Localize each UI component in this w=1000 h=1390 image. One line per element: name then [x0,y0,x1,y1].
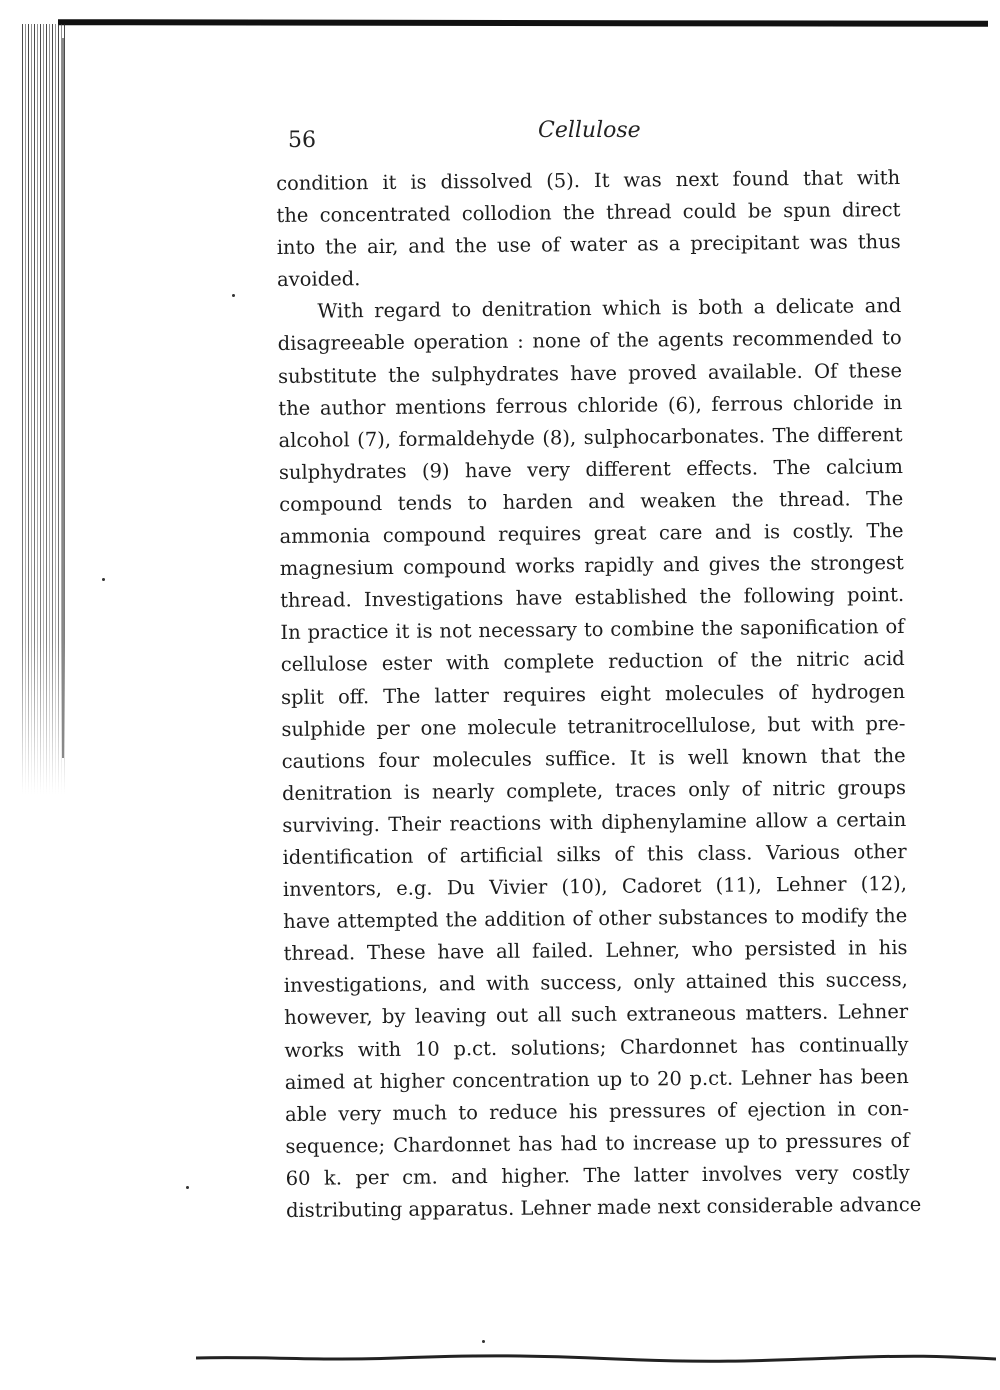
text-line: works with 10 p.ct. solutions; Chardonnet has continually [284,1032,909,1062]
text-line: thread. These have all failed. Lehner, who persisted in his [283,936,908,966]
text-line: thread. Investigations have established the following point. [280,583,905,613]
text-line: however, by leaving out all such extraneous matters. Lehner [284,1000,909,1030]
text-line: sequence; Chardonnet has had to increase up to pressures of [285,1128,910,1158]
text-line: magnesium compound works rapidly and gives the strongest [279,551,904,581]
running-title: Cellulose [538,118,641,143]
text-line: able very much to reduce his pressures of ejection in con- [284,1096,910,1126]
text-line: compound tends to harden and weaken the thread. The [279,486,904,516]
text-line: split off. The latter requires eight molecules of hydrogen [280,679,906,709]
page-number: 56 [288,128,316,153]
text-line: In practice it is not necessary to combine the saponification of [280,615,905,645]
text-line: distributing apparatus. Lehner made next considerable advance [285,1192,922,1222]
top-page-edge-rule [58,19,988,27]
text-line: alcohol (7), formaldehyde (8), sulphocarbonates. The different [278,422,903,452]
text-line: surviving. Their reactions with diphenylamine allow a certain [282,807,907,837]
text-line: disagreeable operation : none of the agents recommended to [277,326,902,356]
text-line: have attempted the addition of other substances to modify the [283,904,908,934]
scan-speck [186,1186,189,1189]
text-line: With regard to denitration which is both a delicate and [317,294,902,323]
scanned-binding-edge [22,24,66,794]
text-line: cellulose ester with complete reduction of the nitric acid [280,647,905,677]
binding-edge-line [62,38,64,758]
text-line: the concentrated collodion the thread could be spun direct [276,198,901,228]
text-line: sulphydrates (9) have very different effects. The calcium [278,454,904,484]
text-line: identification of artificial silks of this class. Various other [282,839,907,869]
text-line: ammonia compound requires great care and is costly. The [279,519,904,549]
text-line: condition it is dissolved (5). It was next found that with [276,166,901,195]
text-line: inventors, e.g. Du Vivier (10), Cadoret (11), Lehner (12), [282,872,908,902]
text-line: denitration is nearly complete, traces only of nitric groups [281,775,907,805]
scan-speck [102,578,105,581]
text-line: the author mentions ferrous chloride (6), ferrous chloride in [278,390,903,420]
bottom-page-edge-rule [196,1352,996,1366]
text-line: into the air, and the use of water as a precipitant was thus [276,230,901,260]
text-line: substitute the sulphydrates have proved available. Of these [277,358,903,388]
text-line: avoided. [276,267,361,292]
scan-speck [232,294,235,297]
text-line: sulphide per one molecule tetranitrocellulose, but with pre- [281,711,906,741]
text-line: aimed at higher concentration up to 20 p.ct. Lehner has been [284,1064,909,1094]
text-line: investigations, and with success, only attained this success, [283,968,908,998]
text-line: cautions four molecules suffice. It is well known that the [281,743,906,773]
text-line: 60 k. per cm. and higher. The latter involves very costly [285,1160,910,1190]
body-text [276,162,922,1227]
scan-speck [482,1340,485,1343]
